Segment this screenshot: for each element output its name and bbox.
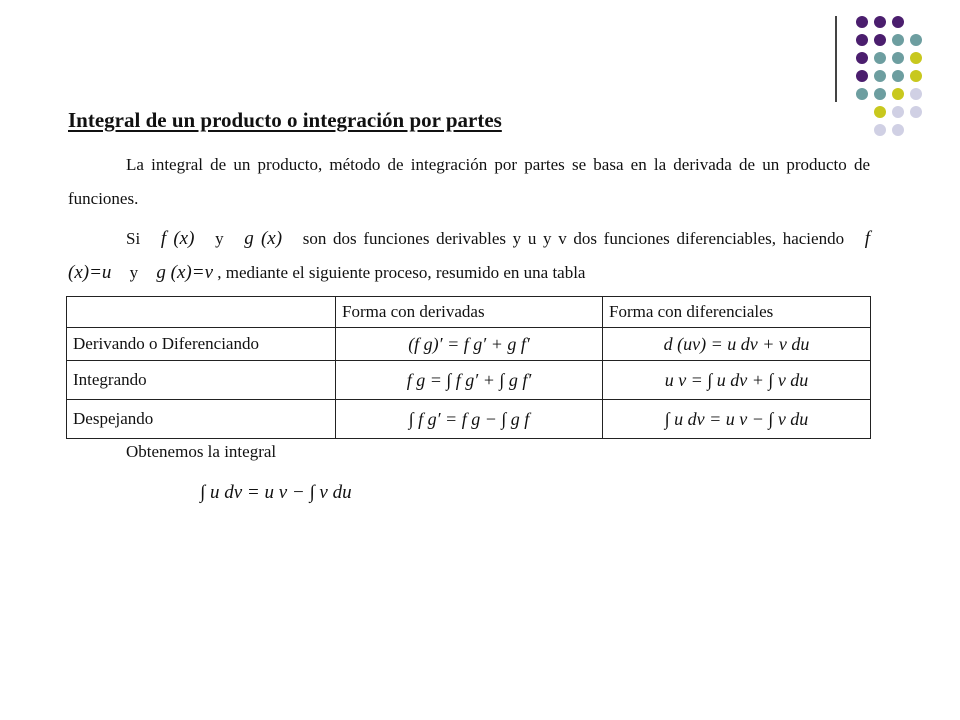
- conclusion-text: Obtenemos la integral: [126, 442, 277, 461]
- decorative-dot: [910, 52, 922, 64]
- decorative-dot: [892, 34, 904, 46]
- formula-derivadas: (f g)′ = f g′ + g f′: [336, 328, 603, 361]
- fx-expression: f (x): [160, 228, 195, 249]
- page-title: Integral de un producto o integración por partes: [68, 108, 502, 132]
- table-row: [67, 400, 871, 439]
- intro-paragraph: La integral de un producto, método de integración por partes se basa en la derivada de un producto de funciones.: [68, 155, 870, 208]
- definition-paragraph: [68, 222, 870, 290]
- table-header-derivadas: Forma con derivadas: [336, 297, 603, 328]
- decorative-dot: [856, 70, 868, 82]
- decorative-dot: [910, 88, 922, 100]
- table-header-empty: [67, 297, 336, 328]
- integration-table: [66, 296, 871, 439]
- process-text: , mediante el siguiente proceso, resumido en una tabla: [217, 263, 586, 282]
- gx-equals-v: g (x)=v: [156, 262, 214, 283]
- y-text-2: y: [129, 263, 139, 282]
- decorative-dot: [874, 70, 886, 82]
- y-text: y: [215, 229, 224, 248]
- decorative-dot: [874, 124, 886, 136]
- decorative-dot: [874, 16, 886, 28]
- fx-equals-u: f (x)=u: [68, 228, 871, 283]
- decorative-vertical-line: [835, 16, 837, 102]
- decorative-dot: [910, 106, 922, 118]
- decorative-dot-grid: [0, 0, 960, 160]
- row-label: Derivando o Diferenciando: [67, 328, 336, 361]
- gx-expression: g (x): [244, 228, 283, 249]
- haciendo-text: haciendo: [782, 229, 845, 248]
- formula-diferenciales: ∫ u dv = u v − ∫ v du: [603, 400, 871, 439]
- row-label: Despejando: [67, 400, 336, 439]
- table-row: [67, 361, 871, 400]
- formula-derivadas: ∫ f g′ = f g − ∫ g f: [336, 400, 603, 439]
- decorative-dot: [856, 88, 868, 100]
- decorative-dot: [892, 70, 904, 82]
- decorative-dot: [892, 106, 904, 118]
- formula-diferenciales: u v = ∫ u dv + ∫ v du: [603, 361, 871, 400]
- definition-text: son dos funciones derivables y u y v dos funciones diferenciables,: [302, 229, 777, 248]
- row-label: Integrando: [67, 361, 336, 400]
- decorative-dot: [892, 16, 904, 28]
- table-row: [67, 328, 871, 361]
- final-formula: ∫ u dv = u v − ∫ v du: [200, 482, 352, 503]
- formula-derivadas: f g = ∫ f g′ + ∫ g f′: [336, 361, 603, 400]
- decorative-dot: [874, 52, 886, 64]
- formula-diferenciales: d (uv) = u dv + v du: [603, 328, 871, 361]
- decorative-dot: [874, 34, 886, 46]
- decorative-dot: [892, 88, 904, 100]
- decorative-dot: [856, 52, 868, 64]
- decorative-dot: [892, 124, 904, 136]
- decorative-dot: [856, 34, 868, 46]
- decorative-dot: [910, 70, 922, 82]
- decorative-dot: [874, 106, 886, 118]
- table-header-diferenciales: Forma con diferenciales: [603, 297, 871, 328]
- decorative-dot: [892, 52, 904, 64]
- si-text: Si: [126, 229, 141, 248]
- decorative-dot: [910, 34, 922, 46]
- decorative-dot: [856, 16, 868, 28]
- decorative-dot: [874, 88, 886, 100]
- table-header-row: [67, 297, 871, 328]
